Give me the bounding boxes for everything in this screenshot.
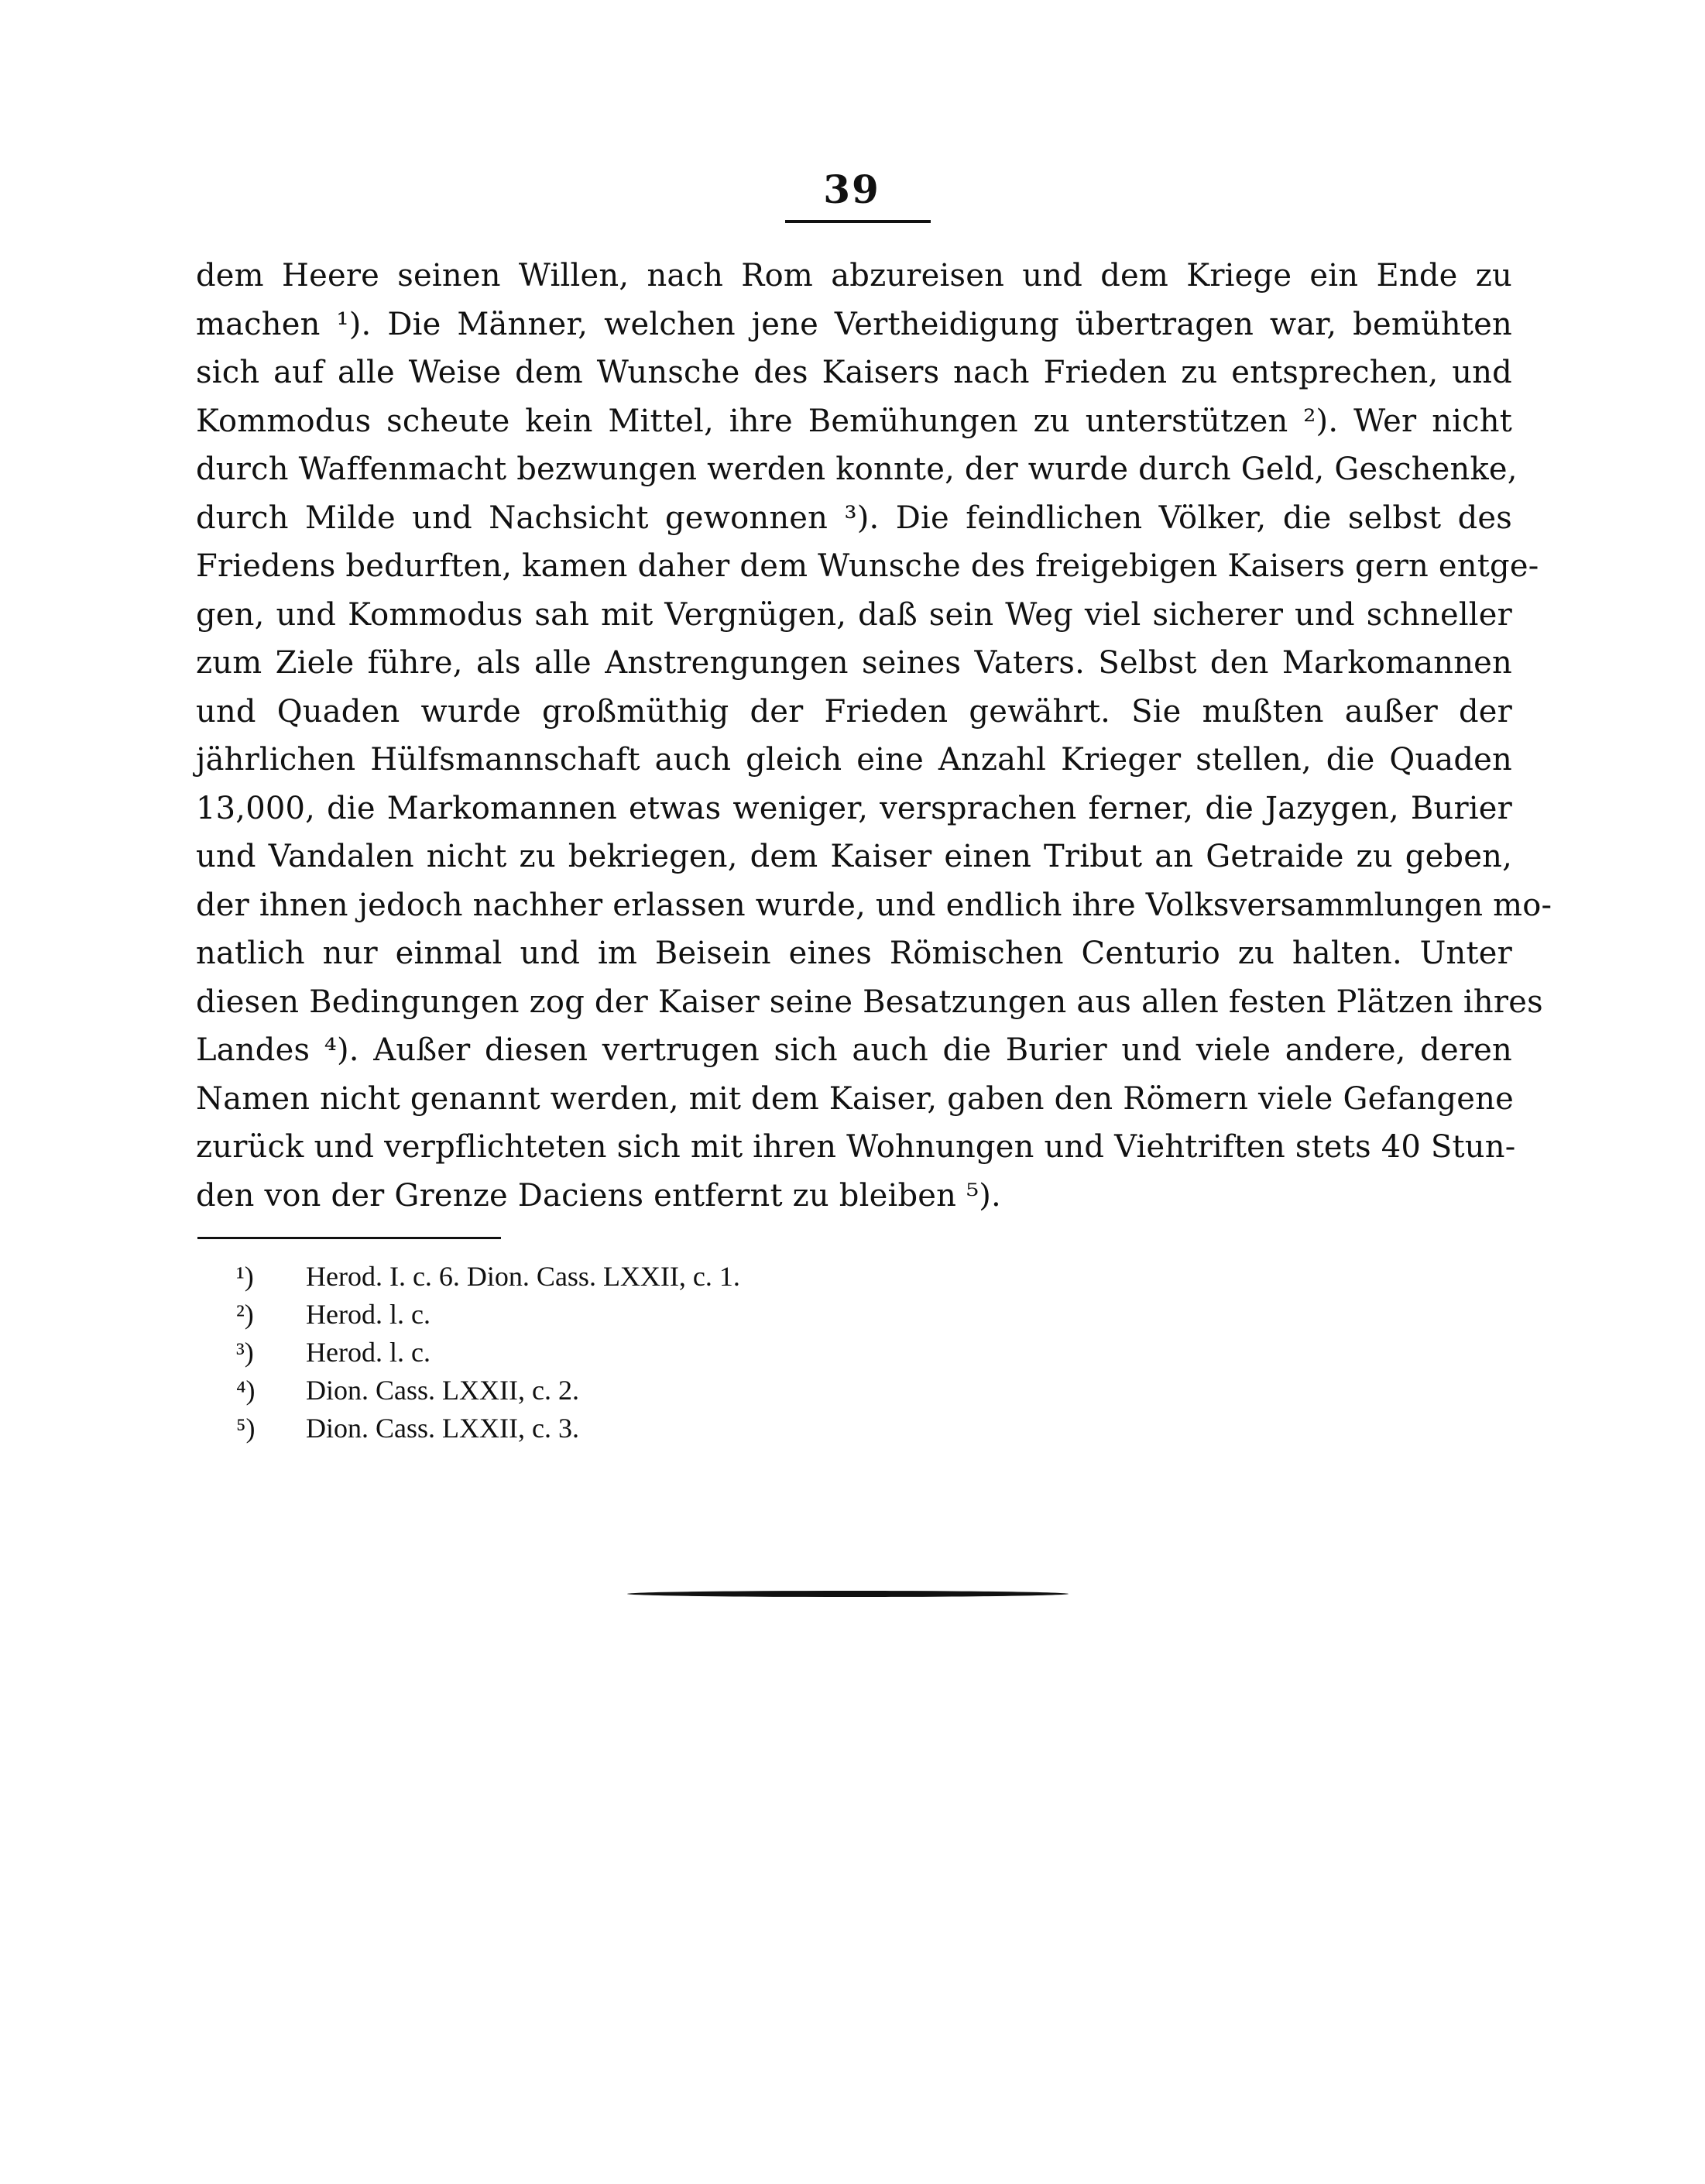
footnote [236,1334,1165,1372]
body-line: Kommodus scheute kein Mittel, ihre Bemühungen zu unterstützen ²). Wer nicht [196,403,1512,439]
body-line: und Quaden wurde großmüthig der Frieden gewährt. Sie mußten außer der [196,693,1512,730]
end-ornament-rule [627,1591,1069,1597]
footnote-text: Herod. I. c. 6. Dion. Cass. LXXII, c. 1. [306,1261,740,1292]
body-line: Landes ⁴). Außer diesen vertrugen sich auch die Burier und viele andere, deren [196,1032,1512,1068]
body-line: der ihnen jedoch nachher erlassen wurde, und endlich ihre Volksversammlungen mo- [196,887,1552,923]
footnote [236,1296,1165,1334]
footnote-text: Herod. l. c. [306,1299,431,1330]
body-line: den von der Grenze Daciens entfernt zu bleiben ⁵). [196,1177,1001,1214]
footnote [236,1372,1165,1410]
body-line: Friedens bedurften, kamen daher dem Wunsche des freigebigen Kaisers gern entge- [196,548,1539,584]
body-line: sich auf alle Weise dem Wunsche des Kaisers nach Frieden zu entsprechen, und [196,355,1512,390]
footnote-mark: ⁵) [236,1413,256,1444]
body-line: 13,000, die Markomannen etwas weniger, versprachen ferner, die Jazygen, Burier [196,790,1512,826]
footnote-text: Dion. Cass. LXXII, c. 2. [306,1375,579,1406]
body-line: durch Waffenmacht bezwungen werden konnte, der wurde durch Geld, Geschenke, [196,452,1518,487]
body-line: zum Ziele führe, als alle Anstrengungen seines Vaters. Selbst den Markomannen [196,645,1512,681]
footnote-text: Herod. l. c. [306,1337,431,1368]
body-line: durch Milde und Nachsicht gewonnen ³). Die feindlichen Völker, die selbst des [196,500,1512,536]
body-line: natlich nur einmal und im Beisein eines Römischen Centurio zu halten. Unter [196,936,1512,971]
footnote-mark: ⁴) [236,1375,256,1406]
body-line: gen, und Kommodus sah mit Vergnügen, daß sein Weg viel sicherer und schneller [196,596,1512,633]
body-line: Namen nicht genannt werden, mit dem Kaiser, gaben den Römern viele Gefangene [196,1080,1514,1117]
footnote [236,1258,1165,1296]
footnote-mark: ¹) [236,1261,254,1292]
page-number-rule [785,220,931,223]
footnotes [236,1258,1165,1447]
footnote-mark: ²) [236,1299,254,1330]
body-text [196,252,1552,1220]
body-line: machen ¹). Die Männer, welchen jene Vertheidigung übertragen war, bemühten [196,306,1512,342]
body-line: dem Heere seinen Willen, nach Rom abzureisen und dem Kriege ein Ende zu [196,258,1512,294]
body-line: diesen Bedingungen zog der Kaiser seine Besatzungen aus allen festen Plätzen ihres [196,984,1543,1020]
page-number: 39 [823,167,880,212]
footnote-mark: ³) [236,1337,254,1368]
body-line: zurück und verpflichteten sich mit ihren Wohnungen und Viehtriften stets 40 Stun- [196,1129,1516,1165]
body-line: und Vandalen nicht zu bekriegen, dem Kaiser einen Tribut an Getraide zu geben, [196,839,1512,874]
footnote-separator [197,1237,501,1239]
footnote-text: Dion. Cass. LXXII, c. 3. [306,1413,579,1444]
body-line: jährlichen Hülfsmannschaft auch gleich eine Anzahl Krieger stellen, die Quaden [196,742,1512,778]
footnote [236,1410,1165,1447]
